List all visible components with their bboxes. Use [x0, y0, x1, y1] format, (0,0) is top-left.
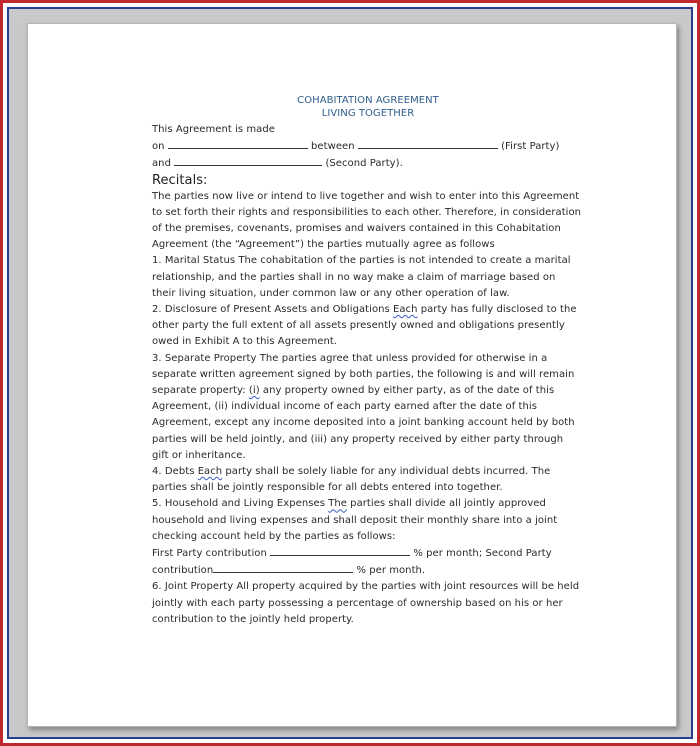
date-blank — [168, 138, 308, 149]
first-party-contribution-label: First Party contribution — [152, 548, 267, 560]
clause2-text-a: 2. Disclosure of Present Assets and Obligations — [152, 304, 393, 316]
between-label: between — [311, 141, 355, 153]
clause-separate-property — [152, 351, 582, 464]
clause-joint-property: 6. Joint Property All property acquired by the parties with joint resources will be held jointly with each party possessing a percentage of ownership based on his or her contribution to the jointly held property. — [152, 581, 580, 625]
clause3-text-b: any property owned by either party, as of the date of this Agreement, (ii) individual income of each party earned after the date of this Agreement, except any income deposited into a joint banking account held by both parties will be held jointly, and (iii) any property received by either party through gift or inheritance. — [152, 385, 575, 461]
clause2-flagged-word: Each — [393, 304, 418, 316]
clause2-text-b: party has fully disclosed to the other party the full extent of all assets presently owned and obligations presently owed in Exhibit A to this Agreement. — [152, 304, 577, 348]
on-label: on — [152, 141, 165, 153]
clause3-text-a: 3. Separate Property The parties agree that unless provided for otherwise in a separate written agreement signed by both parties, the following is and will remain separate property: — [152, 352, 575, 397]
first-party-percent-blank — [270, 545, 410, 556]
document-title: COHABITATION AGREEMENT — [297, 95, 439, 106]
recitals-body: The parties now live or intend to live together and wish to enter into this Agreement to set forth their rights and responsibilities to each other. Therefore, in consideration of the premises, covenants, promises and waivers contained in this Cohabitation Agreement (the “Agreement”) the parties mutually agree as follows — [152, 190, 582, 251]
second-party-label: (Second Party). — [325, 158, 403, 170]
title-block — [152, 94, 582, 120]
clause4-text-a: 4. Debts — [152, 466, 198, 478]
clause3-flagged-word: (i) — [248, 385, 260, 397]
document-subtitle: LIVING TOGETHER — [321, 108, 415, 119]
clause4-flagged-word: Each — [197, 466, 223, 478]
contribution-label: contribution — [152, 565, 214, 577]
first-party-blank — [358, 138, 498, 149]
per-month-second-label: % per month; Second Party — [413, 548, 552, 560]
recitals-heading: Recitals: — [152, 172, 208, 188]
inner-blue-border — [7, 7, 693, 739]
clause-debts — [152, 464, 582, 496]
and-label: and — [152, 158, 171, 170]
contribution-line-2 — [152, 562, 582, 579]
clause-marital-status: 1. Marital Status The cohabitation of the parties is not intended to create a marital relationship, and the parties shall in no way make a claim of marriage based on their living situation, under common law or any other operation of law. — [152, 255, 571, 299]
parties-line-2 — [152, 155, 582, 172]
contribution-line-1 — [152, 545, 582, 562]
clause-disclosure — [152, 302, 582, 351]
document-body — [152, 94, 582, 628]
clause5-flagged-word: The — [328, 498, 347, 510]
clause4-text-b: party shall be solely liable for any individual debts incurred. The parties shall be jointly responsible for all debts entered into together. — [152, 466, 551, 494]
second-party-percent-blank — [213, 562, 353, 573]
first-party-label: (First Party) — [501, 141, 560, 153]
second-party-blank — [174, 155, 322, 166]
document-page — [27, 23, 677, 727]
intro-line: This Agreement is made — [152, 124, 275, 135]
clause-household-expenses — [152, 496, 582, 545]
per-month-end-label: % per month. — [356, 565, 426, 577]
clause5-text-a: 5. Household and Living Expenses — [152, 498, 329, 510]
parties-line-1 — [152, 138, 582, 155]
clause5-text-b: parties shall divide all jointly approved household and living expenses and shall deposit their monthly share into a joint checking account held by the parties as follows: — [152, 498, 558, 542]
